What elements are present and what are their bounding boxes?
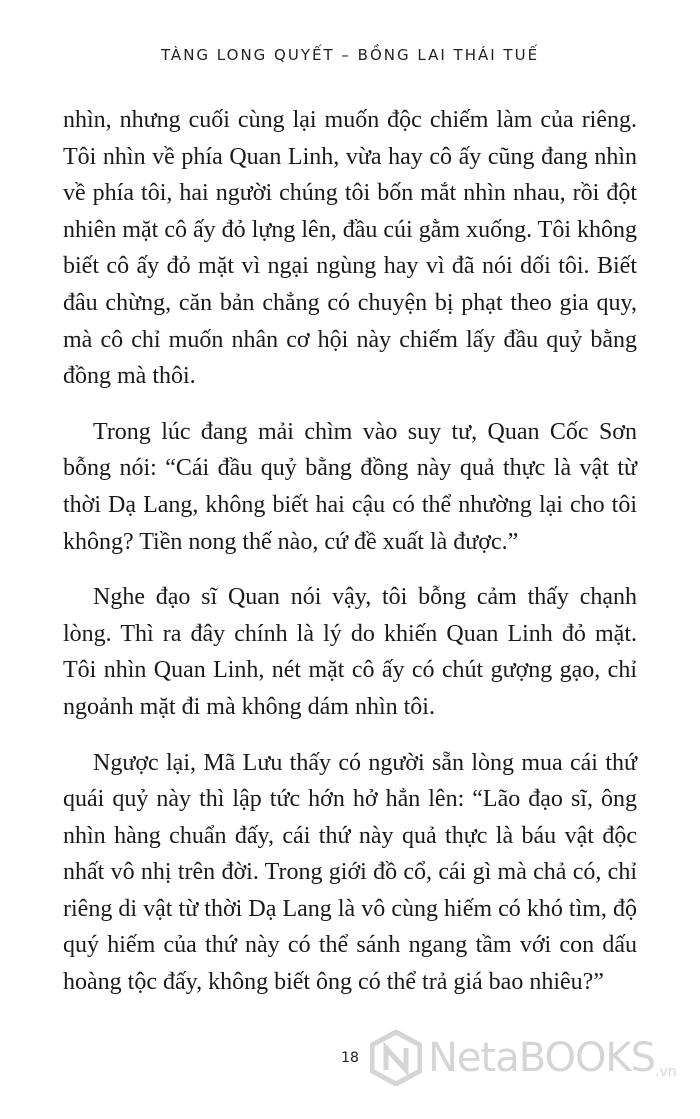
paragraph: Nghe đạo sĩ Quan nói vậy, tôi bỗng cảm thấy chạnh lòng. Thì ra đây chính là lý do khiến Quan Linh đỏ mặt. Tôi nhìn Quan Linh, nét mặt cô ấy có chút gượng gạo, chỉ ngoảnh mặt đi mà không dám nhìn tôi. [63,584,637,720]
netabooks-logo-icon [370,1030,422,1086]
page-number: 18 [341,1050,359,1066]
paragraph-continuation: nhìn, nhưng cuối cùng lại muốn độc chiếm làm của riêng. Tôi nhìn về phía Quan Linh, vừa hay cô ấy cũng đang nhìn về phía tôi, hai người chúng tôi bốn mắt nhìn nhau, rồi đột nhiên mặt cô ấy đỏ lựng lên, đầu cúi gằm xuống. Tôi không biết cô ấy đỏ mặt vì ngại ngùng hay vì đã nói dối tôi. Biết đâu chừng, căn bản chẳng có chuyện bị phạt theo gia quy, mà cô chỉ muốn nhân cơ hội này chiếm lấy đầu quỷ bằng đồng mà thôi. [63,107,637,390]
watermark-suffix: .vn [655,1064,677,1080]
watermark [370,1030,677,1086]
paragraph: Ngược lại, Mã Lưu thấy có người sẵn lòng mua cái thứ quái quỷ này thì lập tức hớn hở hẳn lên: “Lão đạo sĩ, ông nhìn hàng chuẩn đấy, cái thứ này quả thực là báu vật độc nhất vô nhị trên đời. Trong giới đồ cổ, cái gì mà chả có, chỉ riêng di vật từ thời Dạ Lang là vô cùng hiếm có khó tìm, độ quý hiếm của thứ này có thể sánh ngang tầm với con dấu hoàng tộc đấy, không biết ông có thể trả giá bao nhiêu?” [63,749,637,996]
paragraph: Trong lúc đang mải chìm vào suy tư, Quan Cốc Sơn bỗng nói: “Cái đầu quỷ bằng đồng này quả thực là vật từ thời Dạ Lang, không biết hai cậu có thể nhường lại cho tôi không? Tiền nong thế nào, cứ đề xuất là được.” [63,418,637,555]
running-header: TÀNG LONG QUYẾT – BỒNG LAI THÁI TUẾ [160,46,540,64]
page-body [63,102,637,1020]
watermark-brand: NetaBOOKS [428,1035,656,1081]
